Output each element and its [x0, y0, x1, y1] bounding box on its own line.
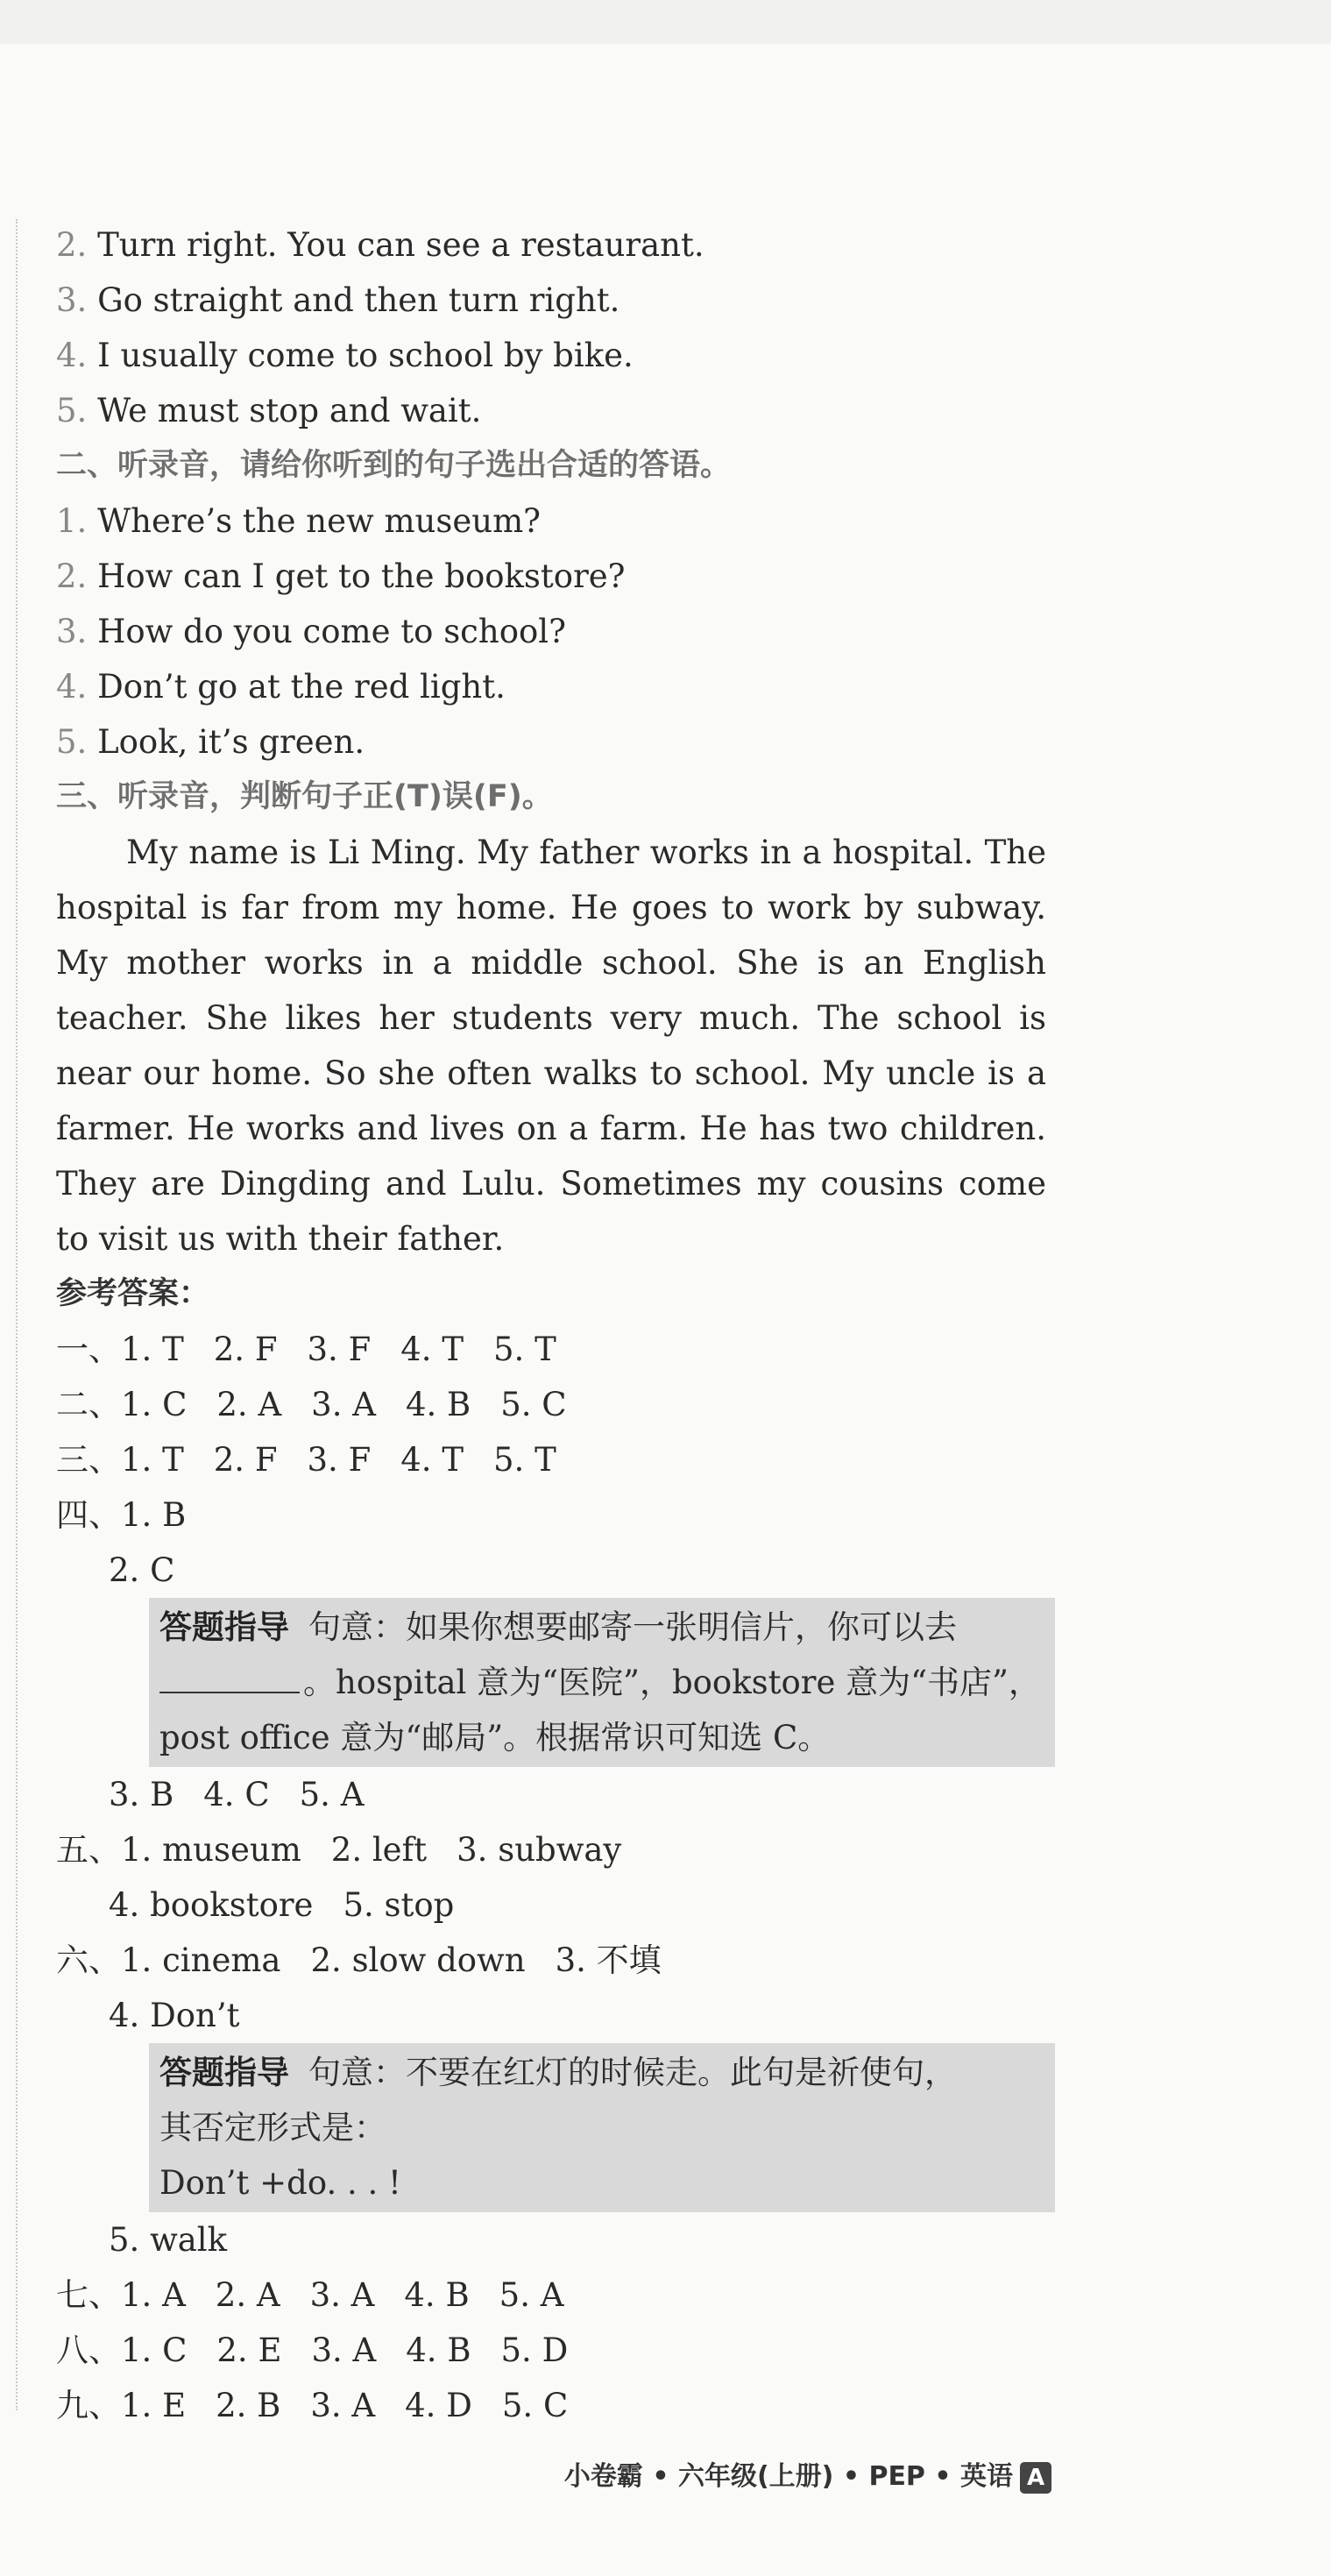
answer-row-8: 八、1. C 2. E 3. A 4. B 5. D	[56, 2331, 569, 2369]
s1-item: 5. We must stop and wait.	[56, 392, 482, 429]
guide-tag: 答题指导	[159, 1608, 289, 1646]
answer-row-6-3: 5. walk	[109, 2221, 228, 2259]
s2-item: 3. How do you come to school?	[56, 613, 566, 650]
answer-guide-box	[149, 1598, 1055, 1767]
answer-row-5-2: 4. bookstore 5. stop	[109, 1886, 455, 1924]
answer-row-6-2: 4. Don’t	[109, 1997, 240, 2034]
content	[56, 217, 1064, 2433]
s1-item: 2. Turn right. You can see a restaurant.	[56, 226, 704, 264]
s1-item: 4. I usually come to school by bike.	[56, 337, 634, 374]
s2-item: 5. Look, it’s green.	[56, 723, 365, 761]
section3-heading: 三、听录音，判断句子正(T)误(F)。	[56, 779, 553, 814]
guide-tag: 答题指导	[159, 2054, 289, 2091]
guide-line: 答题指导 句意：如果你想要邮寄一张明信片，你可以去	[159, 1608, 957, 1646]
answer-row-4-rest: 3. B 4. C 5. A	[109, 1776, 365, 1813]
s2-item: 2. How can I get to the bookstore?	[56, 557, 626, 595]
answer-row-6: 六、1. cinema 2. slow down 3. 不填	[56, 1941, 662, 1979]
footer	[526, 2454, 1051, 2494]
guide-line: post office 意为“邮局”。根据常识可知选 C。	[159, 1719, 831, 1756]
footer-text: 小卷霸 • 六年级(上册) • PEP • 英语	[563, 2461, 1013, 2492]
answers-title: 参考答案：	[56, 1276, 210, 1311]
guide-line: 答题指导 句意：不要在红灯的时候走。此句是祈使句，	[159, 2054, 957, 2091]
margin-rule	[16, 219, 18, 2410]
grade-badge: A	[1020, 2462, 1051, 2494]
s2-item: 4. Don’t go at the red light.	[56, 668, 506, 706]
fill-blank	[159, 1657, 300, 1693]
answer-row-2: 二、1. C 2. A 3. A 4. B 5. C	[56, 1386, 567, 1423]
answer-row-9: 九、1. E 2. B 3. A 4. D 5. C	[56, 2387, 569, 2424]
guide-line: 其否定形式是：	[159, 2109, 386, 2147]
answer-row-4-2: 2. C	[109, 1551, 175, 1589]
section2-heading: 二、听录音，请给你听到的句子选出合适的答语。	[56, 448, 732, 483]
listening-passage: My name is Li Ming. My father works in a hospital. The hospital is far from my home. He goes to work by subway. My mother works in a middle school. She is an English teacher. She likes her students very much. The school is near our home. So she often walks to school. My uncle is a farmer. He works and lives on a farm. He has two children. They are Dingding and Lulu. Sometimes my cousins come to visit us with their father.	[56, 834, 1046, 1258]
s2-item: 1. Where’s the new museum?	[56, 502, 541, 540]
guide-line: Don’t +do. . . !	[159, 2164, 401, 2202]
s1-item: 3. Go straight and then turn right.	[56, 281, 620, 319]
top-band	[0, 0, 1331, 44]
answer-guide-box	[149, 2043, 1055, 2212]
guide-line: 。hospital 意为“医院”，bookstore 意为“书店”，	[159, 1655, 1044, 1710]
answer-row-4: 四、1. B	[56, 1496, 187, 1534]
answer-row-5: 五、1. museum 2. left 3. subway	[56, 1831, 622, 1869]
answer-row-3: 三、1. T 2. F 3. F 4. T 5. T	[56, 1441, 556, 1479]
answer-row-1: 一、1. T 2. F 3. F 4. T 5. T	[56, 1331, 556, 1368]
answer-row-7: 七、1. A 2. A 3. A 4. B 5. A	[56, 2276, 564, 2314]
